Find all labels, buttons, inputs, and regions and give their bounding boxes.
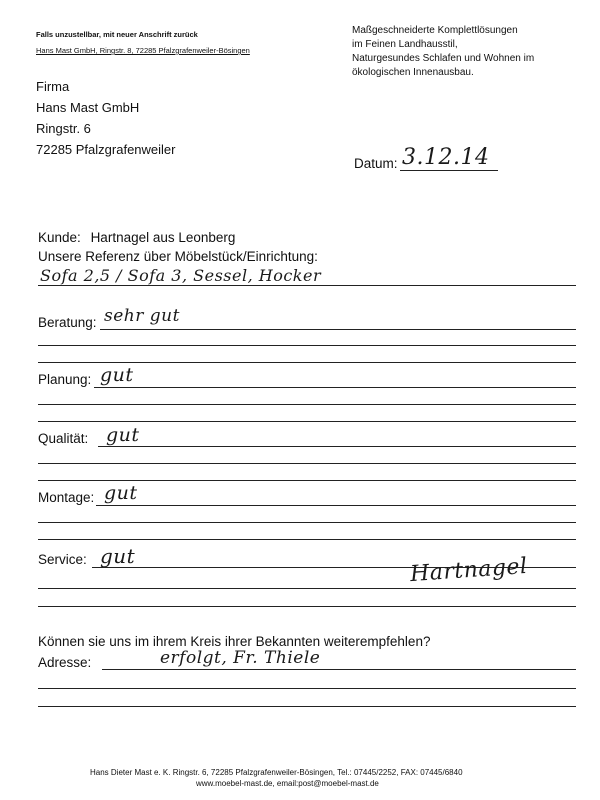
writing-line xyxy=(38,362,576,363)
slogan-line: Naturgesundes Schlafen und Wohnen im xyxy=(352,53,535,64)
slogan-line: ökologischen Innenausbau. xyxy=(352,67,474,78)
writing-line xyxy=(38,606,576,607)
planung-label: Planung: xyxy=(38,372,92,387)
footer-address: Hans Dieter Mast e. K. Ringstr. 6, 72285 Pfalzgrafenweiler-Bösingen, Tel.: 07445/2252, FAX: 07445/6840 xyxy=(90,768,463,777)
writing-line xyxy=(38,285,576,286)
service-value: gut xyxy=(100,544,136,568)
recipient-line: Ringstr. 6 xyxy=(36,121,91,136)
return-address: Hans Mast GmbH, Ringstr. 8, 72285 Pfalzgrafenweiler-Bösingen xyxy=(36,46,250,55)
date-label: Datum: xyxy=(354,156,398,171)
planung-value: gut xyxy=(100,364,134,386)
date-value: 3.12.14 xyxy=(402,145,490,170)
writing-line xyxy=(38,463,576,464)
beratung-value: sehr gut xyxy=(104,306,180,326)
address-value: erfolgt, Fr. Thiele xyxy=(160,648,321,668)
date-underline xyxy=(400,170,498,171)
writing-line xyxy=(102,669,576,670)
writing-line xyxy=(38,706,576,707)
slogan xyxy=(352,24,534,80)
slogan-line: Maßgeschneiderte Komplettlösungen xyxy=(352,25,518,36)
reference-label: Unsere Referenz über Möbelstück/Einrichtung: xyxy=(38,249,318,264)
recipient-line: Hans Mast GmbH xyxy=(36,100,140,115)
writing-line xyxy=(94,387,576,388)
slogan-line: im Feinen Landhausstil, xyxy=(352,39,458,50)
writing-line xyxy=(38,421,576,422)
customer-value: Hartnagel aus Leonberg xyxy=(90,230,236,245)
writing-line xyxy=(38,688,576,689)
qualitaet-value: gut xyxy=(106,424,140,446)
montage-value: gut xyxy=(104,482,138,504)
writing-line xyxy=(38,539,576,540)
writing-line xyxy=(100,329,576,330)
writing-line xyxy=(98,446,576,447)
service-label: Service: xyxy=(38,552,87,567)
customer-row xyxy=(38,230,235,245)
address-label: Adresse: xyxy=(38,655,92,670)
writing-line xyxy=(96,505,576,506)
qualitaet-label: Qualität: xyxy=(38,431,89,446)
recipient-line: Firma xyxy=(36,79,70,94)
signature: Hartnagel xyxy=(409,553,529,588)
customer-label: Kunde: xyxy=(38,230,81,245)
writing-line xyxy=(38,480,576,481)
writing-line xyxy=(38,345,576,346)
return-note: Falls unzustellbar, mit neuer Anschrift zurück xyxy=(36,30,198,39)
footer-web: www.moebel-mast.de, email:post@moebel-mast.de xyxy=(196,779,379,788)
recipient-line: 72285 Pfalzgrafenweiler xyxy=(36,142,176,157)
reference-value: Sofa 2,5 / Sofa 3, Sessel, Hocker xyxy=(40,266,322,285)
recommend-question: Können sie uns im ihrem Kreis ihrer Bekannten weiterempfehlen? xyxy=(38,634,431,649)
recipient-address xyxy=(36,76,175,160)
beratung-label: Beratung: xyxy=(38,315,97,330)
montage-label: Montage: xyxy=(38,490,95,505)
writing-line xyxy=(38,522,576,523)
writing-line xyxy=(38,404,576,405)
writing-line xyxy=(38,588,576,589)
